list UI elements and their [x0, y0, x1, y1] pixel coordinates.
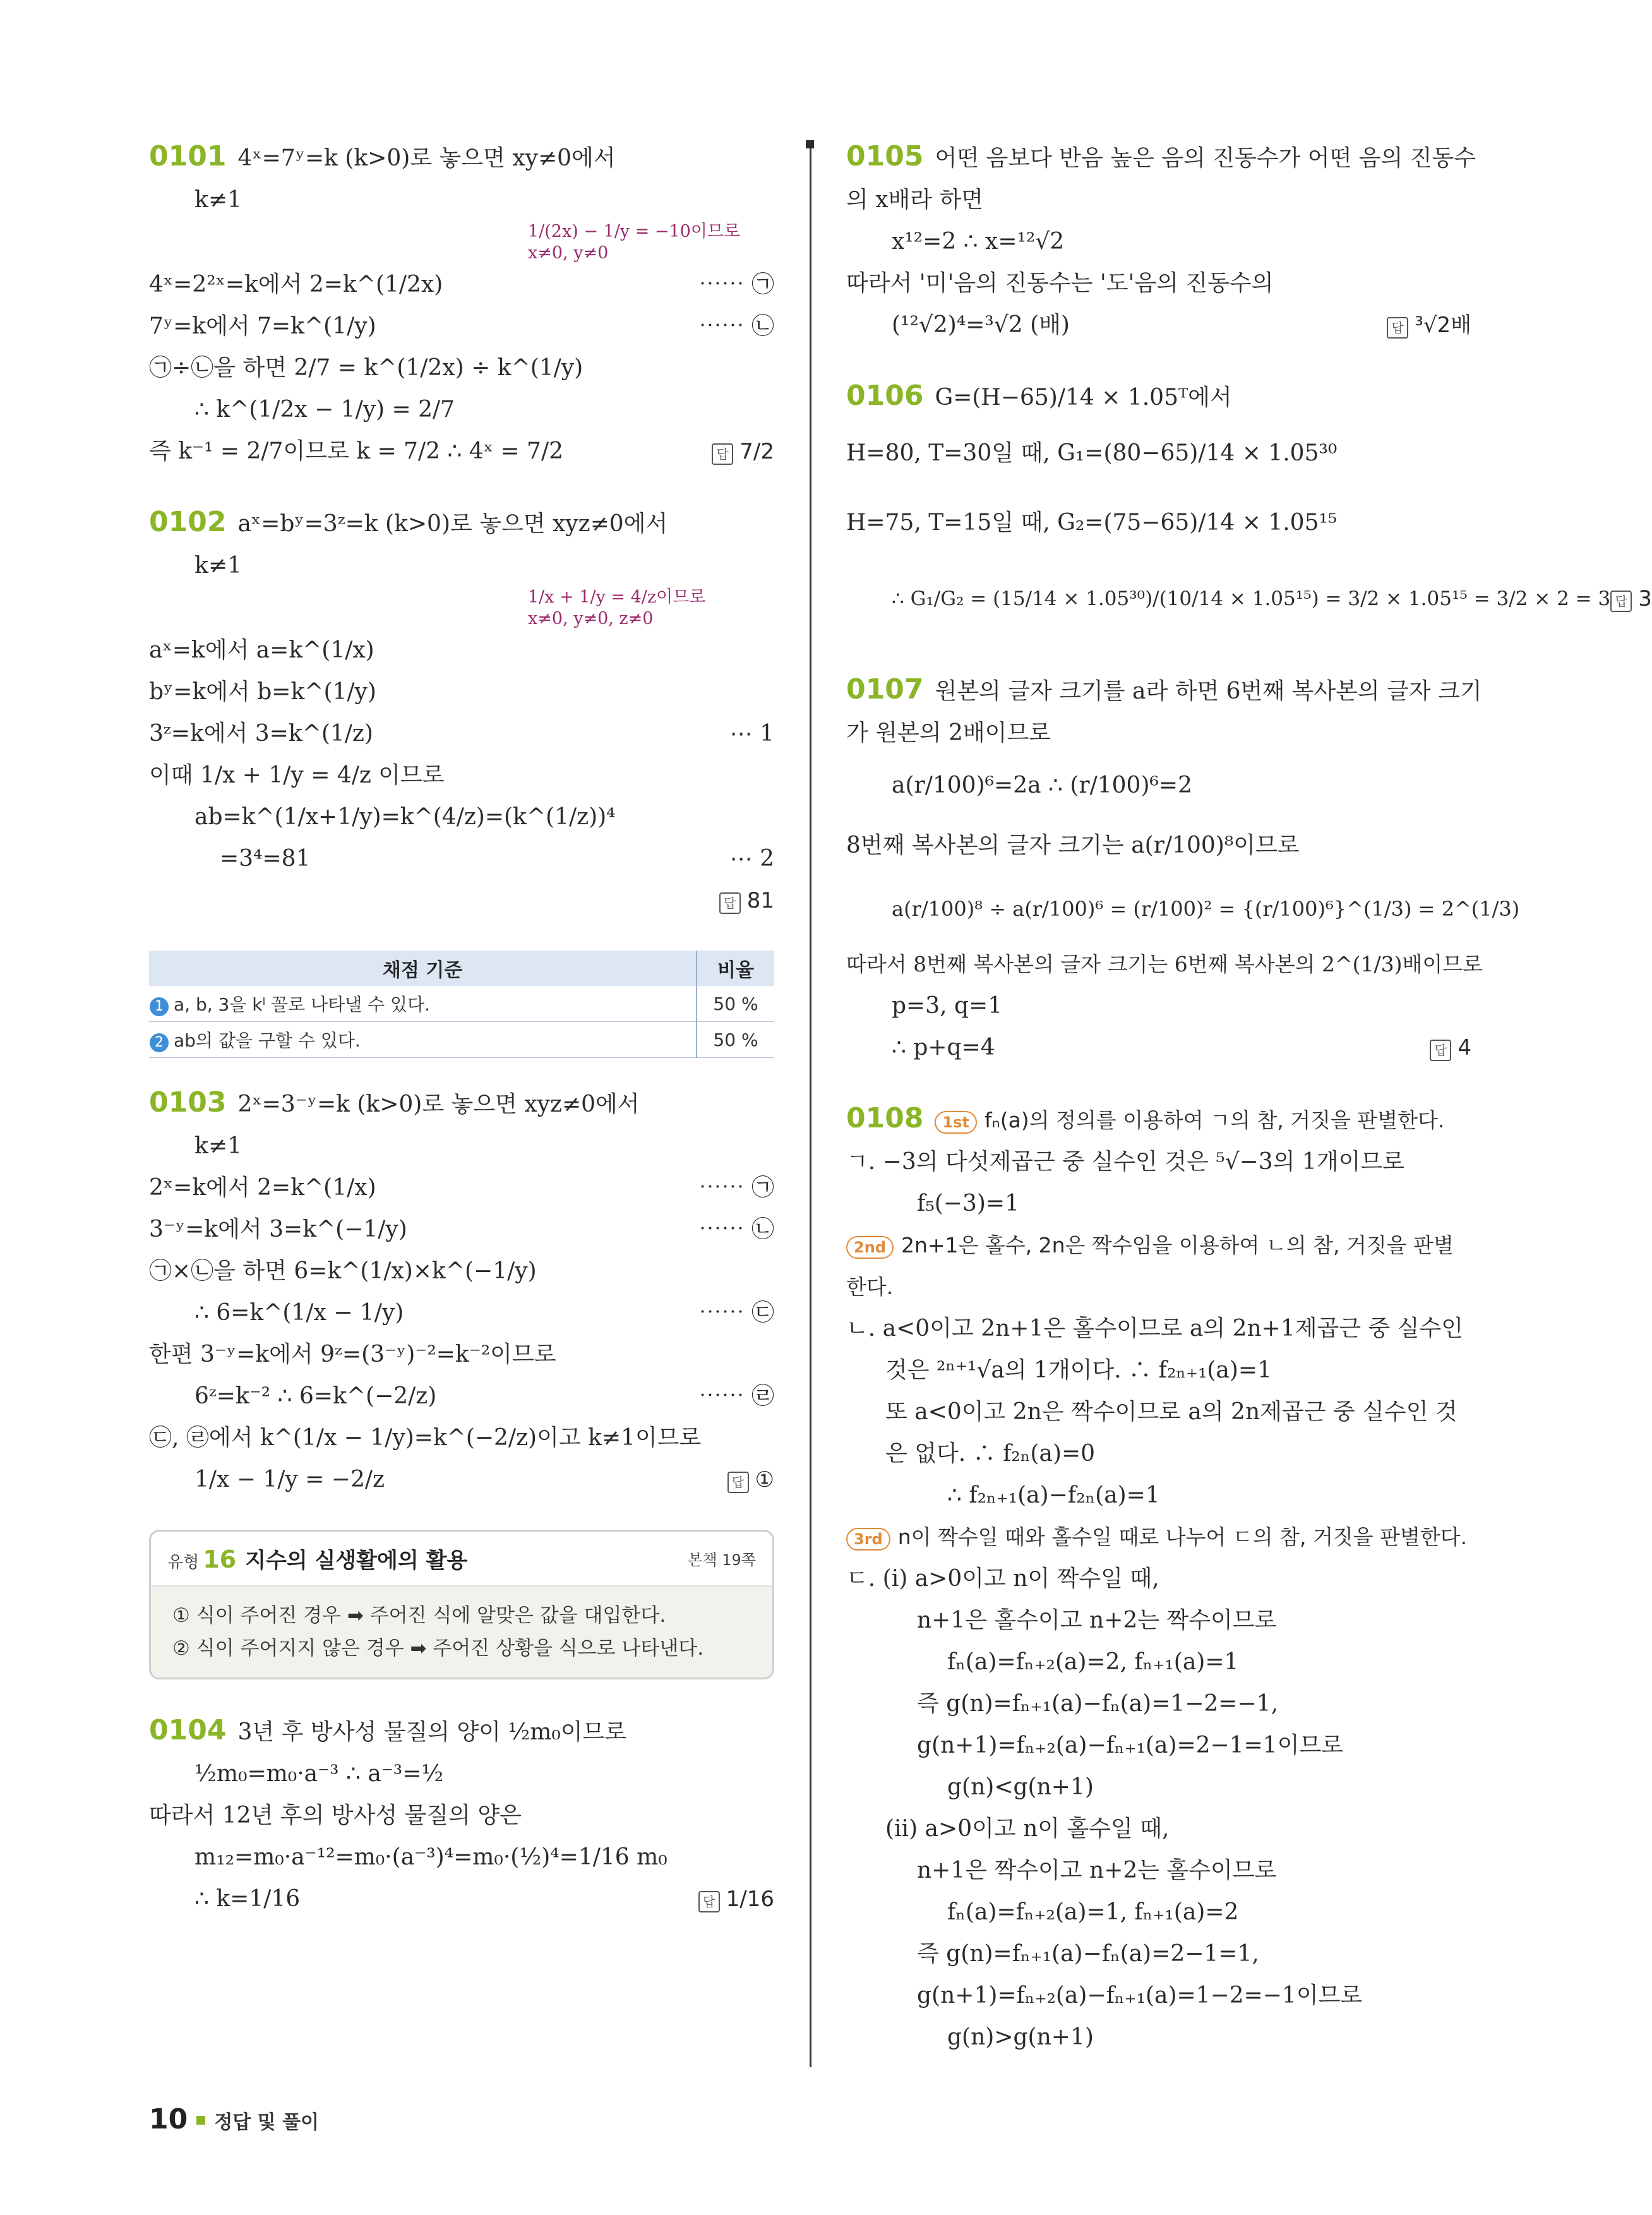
step-marker: ⋯ 1 [729, 721, 774, 747]
solution-line: p=3, q=1 [892, 993, 1003, 1019]
problem-number: 0102 [149, 506, 227, 538]
solution-line: fₙ(a)=fₙ₊₂(a)=2, fₙ₊₁(a)=1 [947, 1649, 1239, 1675]
answer [1430, 1027, 1471, 1069]
problem-0107 [846, 669, 1520, 1069]
step-text: 한다. [846, 1275, 894, 1299]
solution-line: =3⁴=81 [220, 846, 311, 872]
solution-line: 또 a<0이고 2n은 짝수이므로 a의 2n제곱근 중 실수인 것 [885, 1399, 1457, 1425]
solution-line: aˣ=bʸ=3ᶻ=k (k>0)로 놓으면 xyz≠0에서 [237, 511, 668, 537]
problem-0104 [149, 1710, 774, 1920]
equation-marker: ⋯⋯ ㉡ [698, 313, 774, 339]
solution-line: 어떤 음보다 반음 높은 음의 진동수가 어떤 음의 진동수 [935, 145, 1476, 171]
solution-line: f₅(−3)=1 [917, 1191, 1019, 1216]
solution-line: g(n)>g(n+1) [947, 2024, 1094, 2050]
solution-line: ∴ f₂ₙ₊₁(a)−f₂ₙ(a)=1 [947, 1482, 1160, 1508]
answer [727, 1459, 774, 1501]
solution-line: G=(H−65)/14 × 1.05ᵀ에서 [935, 385, 1232, 411]
solution-line: (ⅱ) a>0이고 n이 홀수일 때, [885, 1816, 1170, 1842]
solution-line: H=75, T=15일 때, G₂=(75−65)/14 × 1.05¹⁵ [846, 510, 1338, 536]
answer [1610, 558, 1652, 640]
answer-icon: 답 [712, 443, 733, 465]
column-divider [810, 144, 811, 2067]
margin-note: x≠0, y≠0, z≠0 [528, 609, 654, 628]
answer-icon: 답 [1387, 317, 1408, 339]
criterion-text: ab의 값을 구할 수 있다. [174, 1030, 361, 1051]
solution-line: ㉠÷㉡을 하면 2/7 = k^(1/2x) ÷ k^(1/y) [149, 355, 584, 381]
solution-line: 4ˣ=7ʸ=k (k>0)로 놓으면 xy≠0에서 [237, 145, 616, 171]
solution-line: 가 원본의 2배이므로 [846, 720, 1051, 746]
step-badge: 3rd [846, 1528, 890, 1551]
solution-line: ㉢, ㉣에서 k^(1/x − 1/y)=k^(−2/z)이고 k≠1이므로 [149, 1425, 702, 1451]
solution-line: n+1은 홀수이고 n+2는 짝수이므로 [917, 1607, 1277, 1633]
solution-line: (¹²√2)⁴=³√2 (배) [892, 312, 1070, 338]
solution-line: a(r/100)⁸ ÷ a(r/100)⁶ = (r/100)² = {(r/100)⁶}^(1/3) = 2^(1/3) [892, 897, 1520, 921]
solution-line: aˣ=k에서 a=k^(1/x) [149, 637, 374, 663]
solution-line: 원본의 글자 크기를 a라 하면 6번째 복사본의 글자 크기 [935, 678, 1482, 704]
solution-line: 7ʸ=k에서 7=k^(1/y) [149, 313, 376, 339]
solution-line: ab=k^(1/x+1/y)=k^(4/z)=(k^(1/z))⁴ [195, 804, 616, 830]
solution-line: ∴ 6=k^(1/x − 1/y) [195, 1300, 404, 1326]
right-column [846, 136, 1652, 2087]
solution-line: x¹²=2 ∴ x=¹²√2 [892, 229, 1065, 255]
type-number: 16 [203, 1546, 237, 1573]
solution-line: 한편 3⁻ʸ=k에서 9ᶻ=(3⁻ʸ)⁻²=k⁻²이므로 [149, 1342, 556, 1367]
solution-line: k≠1 [195, 553, 242, 579]
equation-marker: ⋯⋯ ㉡ [698, 1216, 774, 1242]
criterion-text: a, b, 3을 kˡ 꼴로 나타낼 수 있다. [174, 994, 431, 1015]
answer [1387, 304, 1471, 346]
solution-line: ㉠×㉡을 하면 6=k^(1/x)×k^(−1/y) [149, 1258, 537, 1284]
answer-value: ① [755, 1467, 774, 1492]
margin-note: 1/(2x) − 1/y = −10이므로 [528, 222, 741, 241]
solution-line: 따라서 '미'음의 진동수는 '도'음의 진동수의 [846, 270, 1274, 296]
solution-line: 2ˣ=k에서 2=k^(1/x) [149, 1175, 376, 1201]
step-text: 2n+1은 홀수, 2n은 짝수임을 이용하여 ㄴ의 참, 거짓을 판별 [901, 1233, 1454, 1258]
type-bullet: ② 식이 주어지지 않은 경우 ➡ 주어진 상황을 식으로 나타낸다. [172, 1637, 704, 1660]
equation-marker: ⋯⋯ ㉣ [698, 1383, 774, 1409]
footer-square-icon [196, 2116, 205, 2125]
solution-line: 6ᶻ=k⁻² ∴ 6=k^(−2/z) [195, 1383, 437, 1409]
answer [712, 431, 774, 472]
answer-value: 7/2 [739, 439, 774, 464]
criterion-ratio: 50 % [697, 1022, 774, 1058]
answer-value: 81 [746, 888, 774, 913]
footer-title: 정답 및 풀이 [214, 2111, 320, 2134]
divider-marker [806, 140, 814, 148]
solution-line: 1/x − 1/y = −2/z [195, 1467, 385, 1492]
solution-line: ½m₀=m₀·a⁻³ ∴ a⁻³=½ [195, 1761, 444, 1787]
problem-0102 [149, 501, 774, 921]
margin-note: x≠0, y≠0 [528, 243, 609, 263]
solution-line: g(n+1)=fₙ₊₂(a)−fₙ₊₁(a)=2−1=1이므로 [917, 1732, 1344, 1758]
table-header: 채점 기준 [149, 951, 697, 986]
answer-icon: 답 [727, 1472, 749, 1493]
step-marker: ⋯ 2 [729, 846, 774, 872]
solution-line: 의 x배라 하면 [846, 187, 984, 213]
equation-marker: ⋯⋯ ㉢ [698, 1300, 774, 1326]
step-badge: 1st [935, 1111, 976, 1134]
problem-number: 0101 [149, 140, 227, 172]
solution-line: a(r/100)⁶=2a ∴ (r/100)⁶=2 [892, 772, 1192, 798]
solution-line: 따라서 12년 후의 방사성 물질의 양은 [149, 1803, 522, 1828]
solution-line: 즉 g(n)=fₙ₊₁(a)−fₙ(a)=1−2=−1, [917, 1691, 1279, 1717]
table-header: 비율 [697, 951, 774, 986]
problem-0108 [846, 1098, 1471, 2058]
type-bullet: ① 식이 주어진 경우 ➡ 주어진 식에 알맞은 값을 대입한다. [172, 1604, 666, 1627]
problem-number: 0108 [846, 1102, 924, 1134]
problem-0106 [846, 375, 1652, 640]
problem-number: 0105 [846, 140, 924, 172]
problem-number: 0104 [149, 1714, 227, 1746]
answer-value: 1/16 [726, 1887, 774, 1912]
solution-line: g(n+1)=fₙ₊₂(a)−fₙ₊₁(a)=1−2=−1이므로 [917, 1983, 1363, 2008]
solution-line: fₙ(a)=fₙ₊₂(a)=1, fₙ₊₁(a)=2 [947, 1899, 1239, 1925]
solution-line: 3⁻ʸ=k에서 3=k^(−1/y) [149, 1216, 407, 1242]
equation-marker: ⋯⋯ ㉠ [698, 272, 774, 297]
solution-line: ∴ p+q=4 [892, 1035, 995, 1060]
step-badge: 2nd [846, 1236, 894, 1259]
solution-line: H=80, T=30일 때, G₁=(80−65)/14 × 1.05³⁰ [846, 440, 1338, 466]
solution-line: ∴ G₁/G₂ = (15/14 × 1.05³⁰)/(10/14 × 1.05¹⁵) = 3/2 × 1.05¹⁵ = 3/2 × 2 = 3 [892, 587, 1611, 610]
answer-value: 3 [1638, 586, 1652, 611]
answer [719, 888, 774, 913]
solution-line: ㄱ. −3의 다섯제곱근 중 실수인 것은 ⁵√−3의 1개이므로 [846, 1149, 1404, 1175]
problem-0101 [149, 136, 774, 472]
solution-line: bʸ=k에서 b=k^(1/y) [149, 679, 376, 705]
left-column [149, 136, 774, 1949]
answer-value: ³√2배 [1415, 313, 1471, 338]
solution-line: ㄷ. (ⅰ) a>0이고 n이 짝수일 때, [846, 1566, 1159, 1592]
problem-number: 0107 [846, 673, 924, 705]
problem-number: 0106 [846, 380, 924, 412]
solution-line: 은 없다. ∴ f₂ₙ(a)=0 [885, 1441, 1096, 1467]
solution-line: m₁₂=m₀·a⁻¹²=m₀·(a⁻³)⁴=m₀·(½)⁴=1/16 m₀ [195, 1844, 667, 1870]
problem-0103 [149, 1082, 774, 1501]
type-header [151, 1532, 772, 1587]
problem-0105 [846, 136, 1476, 346]
solution-line: 이때 1/x + 1/y = 4/z 이므로 [149, 762, 445, 788]
step-text: fₙ(a)의 정의를 이용하여 ㄱ의 참, 거짓을 판별한다. [984, 1108, 1445, 1132]
table-row [149, 986, 774, 1022]
solution-line: ㄴ. a<0이고 2n+1은 홀수이므로 a의 2n+1제곱근 중 실수인 [846, 1316, 1464, 1342]
answer-icon: 답 [1430, 1040, 1451, 1061]
margin-note: 1/x + 1/y = 4/z이므로 [528, 587, 706, 607]
criterion-number: 2 [150, 1033, 169, 1052]
criterion-number: 1 [150, 997, 169, 1016]
solution-line: ∴ k^(1/2x − 1/y) = 2/7 [195, 397, 455, 423]
answer [698, 1878, 774, 1920]
problem-number: 0103 [149, 1086, 227, 1119]
solution-line: 4ˣ=2²ˣ=k에서 2=k^(1/2x) [149, 272, 443, 297]
solution-line: k≠1 [195, 1133, 242, 1159]
solution-line: 즉 g(n)=fₙ₊₁(a)−fₙ(a)=2−1=1, [917, 1941, 1259, 1967]
solution-line: 즉 k⁻¹ = 2/7이므로 k = 7/2 ∴ 4ˣ = 7/2 [149, 438, 563, 464]
type-box [149, 1530, 774, 1679]
solution-line: n+1은 짝수이고 n+2는 홀수이므로 [917, 1858, 1277, 1883]
page-footer [149, 2103, 319, 2135]
answer-icon: 답 [719, 892, 741, 914]
solution-line: 3ᶻ=k에서 3=k^(1/z) [149, 721, 373, 747]
type-title: 지수의 실생활에의 활용 [245, 1548, 468, 1573]
type-label: 유형 [167, 1553, 200, 1572]
solution-line: 것은 ²ⁿ⁺¹√a의 1개이다. ∴ f₂ₙ₊₁(a)=1 [885, 1357, 1272, 1383]
table-row [149, 1022, 774, 1058]
page-number: 10 [149, 2103, 188, 2135]
solution-line: k≠1 [195, 187, 242, 213]
type-body [151, 1587, 772, 1678]
solution-line: 따라서 8번째 복사본의 글자 크기는 6번째 복사본의 2^(1/3)배이므로 [846, 952, 1483, 976]
solution-line: 8번째 복사본의 글자 크기는 a(r/100)⁸이므로 [846, 832, 1300, 858]
solution-line: 3년 후 방사성 물질의 양이 ½m₀이므로 [237, 1719, 627, 1745]
answer-value: 4 [1457, 1035, 1471, 1060]
type-page-ref: 본책 19쪽 [688, 1551, 756, 1569]
solution-line: g(n)<g(n+1) [947, 1774, 1094, 1800]
criterion-ratio: 50 % [697, 986, 774, 1022]
solution-line: ∴ k=1/16 [195, 1886, 301, 1912]
answer-icon: 답 [698, 1891, 720, 1912]
grading-table [149, 951, 774, 1058]
step-text: n이 짝수일 때와 홀수일 때로 나누어 ㄷ의 참, 거짓을 판별한다. [897, 1525, 1468, 1549]
solution-line: 2ˣ=3⁻ʸ=k (k>0)로 놓으면 xyz≠0에서 [237, 1091, 640, 1117]
answer-icon: 답 [1610, 591, 1632, 612]
equation-marker: ⋯⋯ ㉠ [698, 1175, 774, 1201]
